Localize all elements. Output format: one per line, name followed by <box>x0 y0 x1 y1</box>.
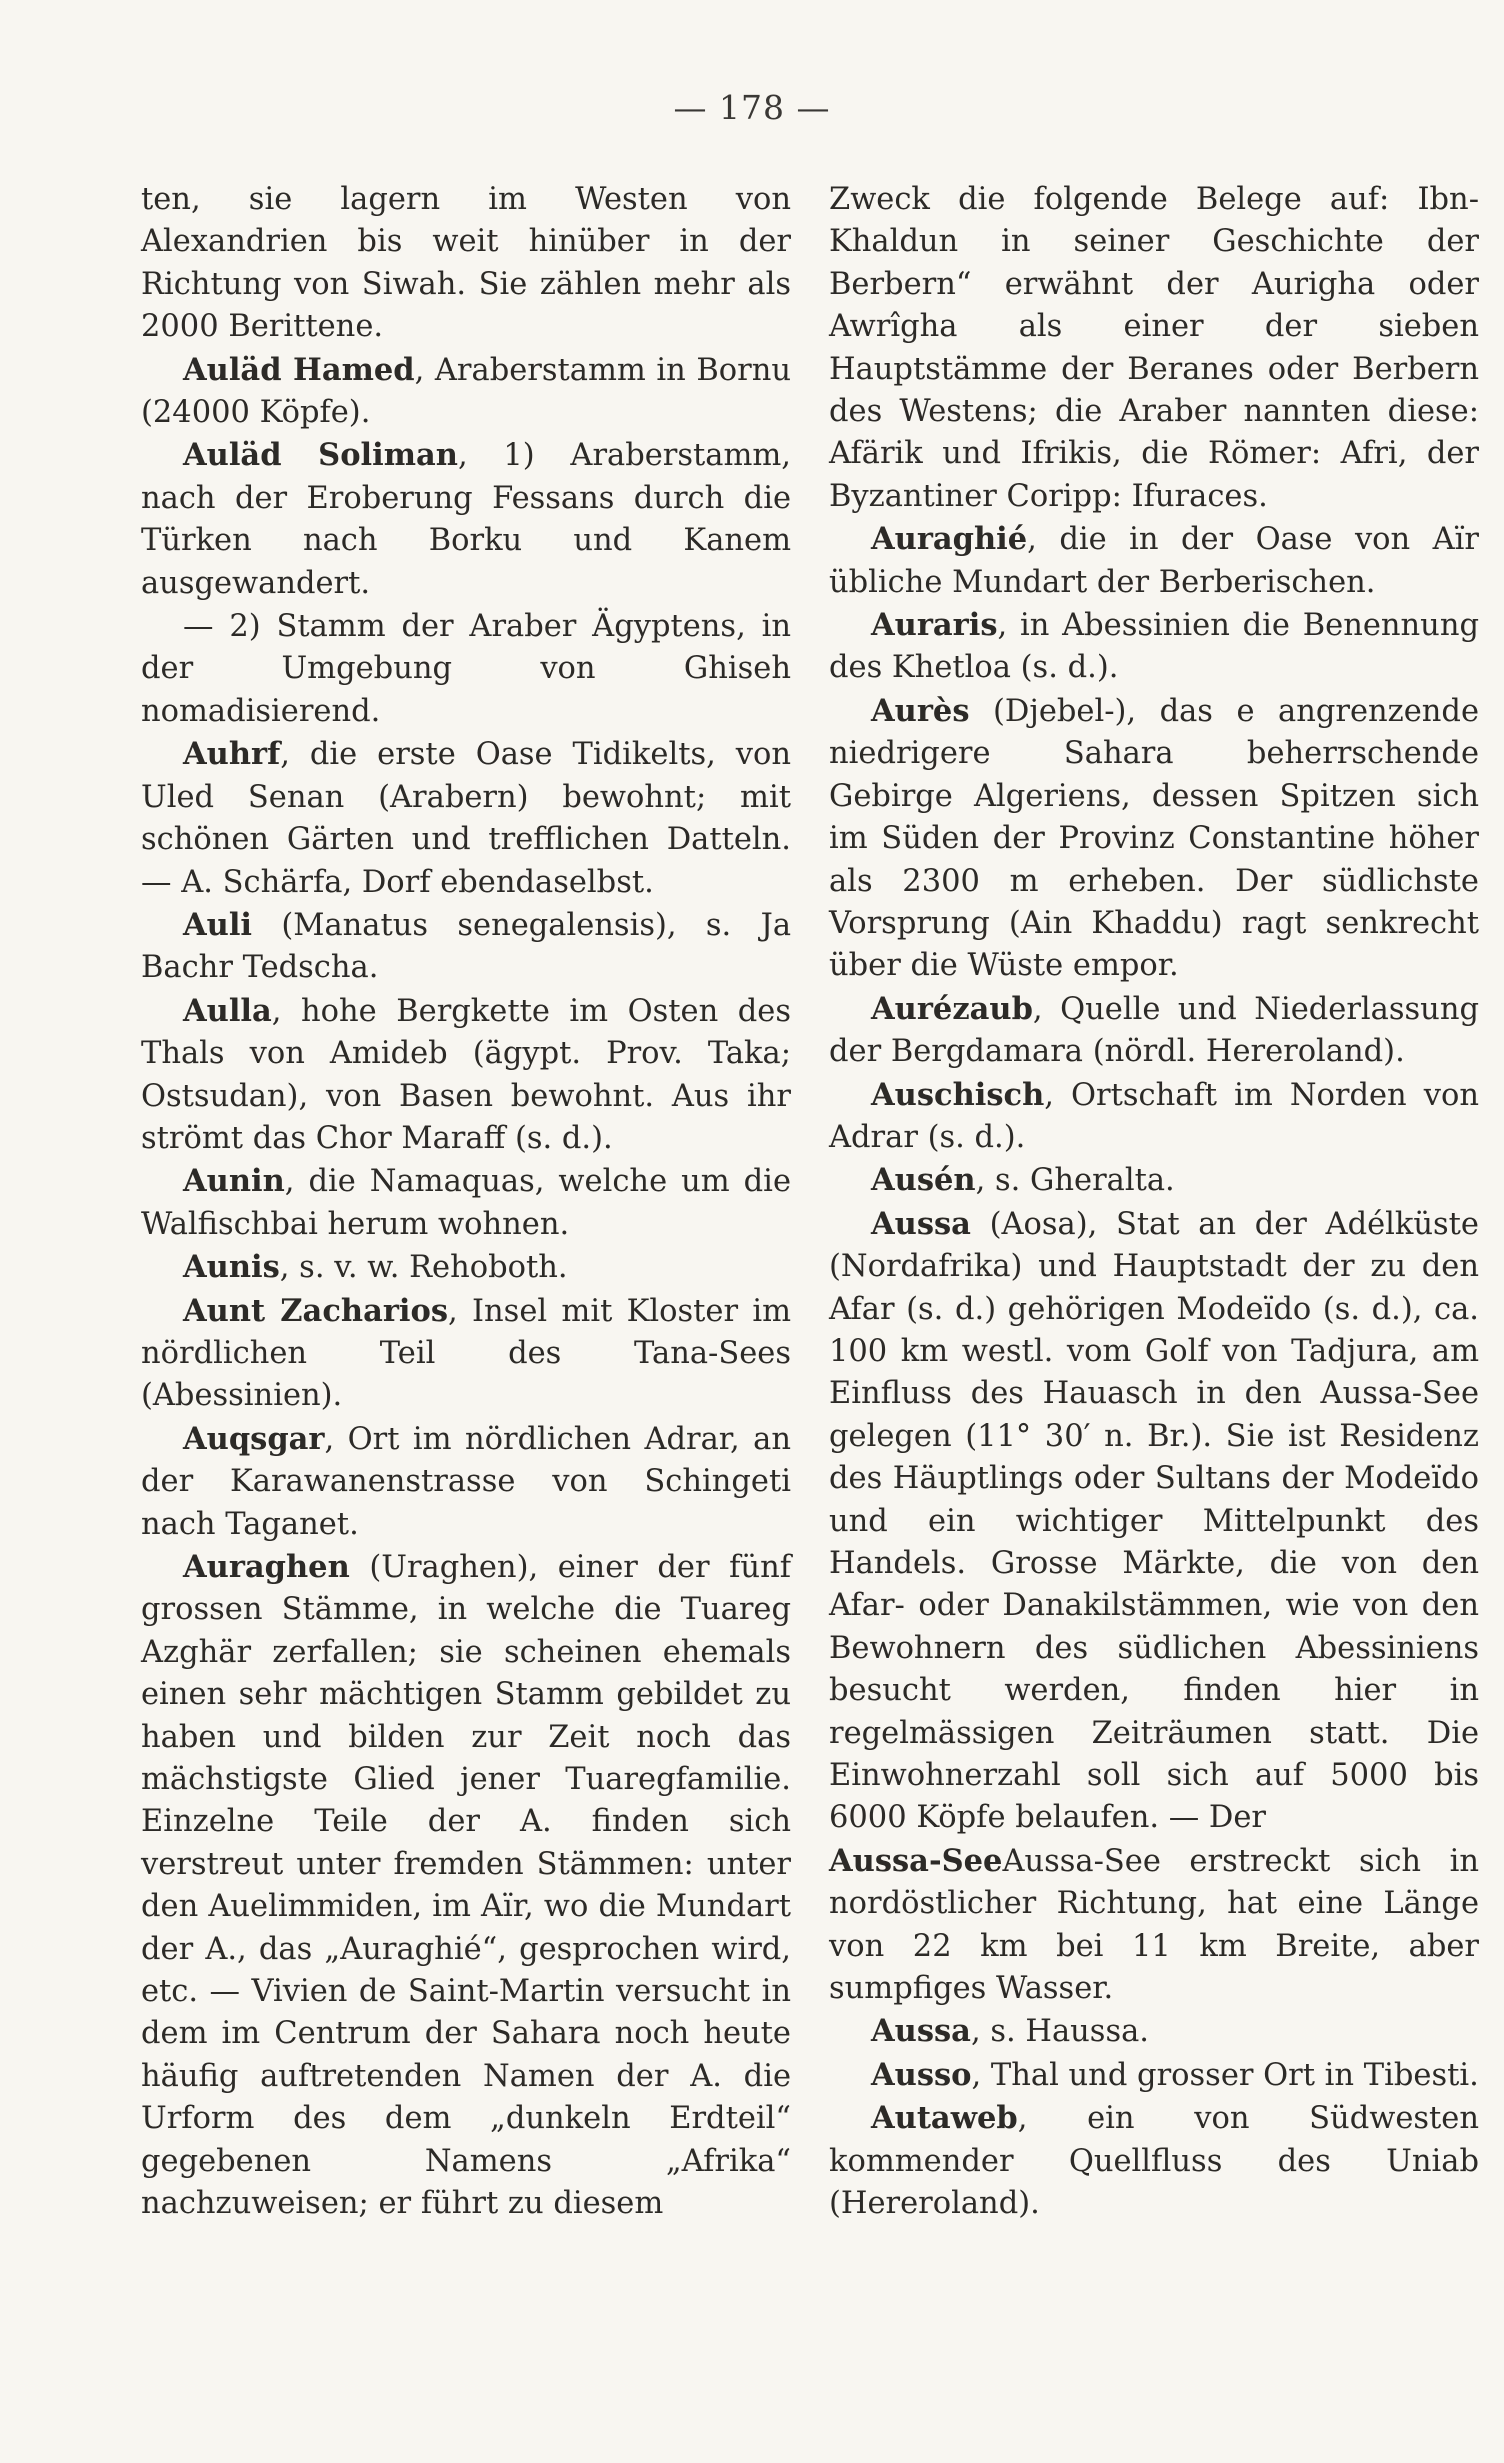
entry-text: Aussa-See erstreckt sich in nordöstlicher Richtung, hat eine Länge von 22 km bei 11 km Breite, aber sumpfiges Wasser. <box>829 1843 1479 2007</box>
entry-headword: Auläd Hamed <box>183 351 415 388</box>
entry <box>829 178 1479 518</box>
entry <box>829 1840 1479 2011</box>
entry-text: , 1) Araberstamm, nach der Eroberung Fessans durch die Türken nach Borku und Kanem ausgewandert. <box>141 438 791 601</box>
entry <box>141 349 791 435</box>
entry <box>829 690 1479 988</box>
entry <box>141 1418 791 1546</box>
entry <box>141 178 791 349</box>
entry-headword: Auhrf <box>183 736 281 773</box>
entry <box>829 2054 1479 2097</box>
entry-text: , Quelle und Niederlassung der Bergdamara (nördl. Hereroland). <box>829 991 1479 1070</box>
entry <box>829 1159 1479 1202</box>
entry-text: , Insel mit Kloster im nördlichen Teil des Tana-Sees (Abessinien). <box>141 1293 791 1414</box>
entry-text: (Manatus senegalensis), s. Ja Bachr Tedscha. <box>141 907 791 986</box>
entry <box>829 2097 1479 2225</box>
entry-headword: Autaweb <box>871 2100 1018 2137</box>
entry-headword: Aulla <box>183 992 272 1029</box>
entry-text: , Araberstamm in Bornu (24000 Köpfe). <box>141 352 792 431</box>
entry-headword: Aurès <box>871 692 970 729</box>
entry-text: , hohe Bergkette im Osten des Thals von Amideb (ägypt. Prov. Taka; Ostsudan), von Basen bewohnt. Aus ihr strömt das Chor Maraff (s. d.). <box>141 993 791 1156</box>
entry-headword: Aussa-See <box>829 1842 1003 1879</box>
entry-text: ten, sie lagern im Westen von Alexandrien bis weit hinüber in der Richtung von Siwah. Sie zählen mehr als 2000 Berittene. <box>141 182 791 345</box>
left-column <box>141 178 791 2226</box>
entry-text: , Ort im nördlichen Adrar, an der Karawanenstrasse von Schingeti nach Taganet. <box>141 1421 791 1542</box>
entry <box>829 2010 1479 2053</box>
entry-text: , die Namaquas, welche um die Walfischbai herum wohnen. <box>141 1164 791 1242</box>
entry-text: , s. Gheralta. <box>975 1163 1175 1199</box>
entry <box>829 604 1479 690</box>
entry-text: — 2) Stamm der Araber Ägyptens, in der Umgebung von Ghiseh nomadisierend. <box>141 609 791 729</box>
entry-headword: Auläd Soliman <box>183 437 458 474</box>
entry <box>829 1203 1479 1840</box>
entry <box>829 1074 1479 1160</box>
entry <box>141 1246 791 1289</box>
entry-text: , die erste Oase Tidikelts, von Uled Senan (Arabern) bewohnt; mit schönen Gärten und trefflichen Datteln. — A. Schärfa, Dorf ebendaselbst. <box>141 737 791 900</box>
entry-headword: Aunin <box>183 1163 285 1200</box>
entry-text: (Djebel-), das e angrenzende niedrigere Sahara beherrschende Gebirge Algeriens, dessen Spitzen sich im Süden der Provinz Constantine höher als 2300 m erheben. Der südlichste Vorsprung (Ain Khaddu) ragt senkrecht über die Wüste empor. <box>829 693 1479 984</box>
entry-headword: Auschisch <box>871 1076 1045 1113</box>
entry <box>829 988 1479 1074</box>
entry-text: , s. Haussa. <box>970 2014 1149 2050</box>
entry <box>141 733 791 904</box>
page-number: — 178 — <box>673 88 831 127</box>
entry <box>141 434 791 605</box>
right-column <box>829 178 1479 2226</box>
entry <box>141 904 791 990</box>
entry-text: , die in der Oase von Aïr übliche Mundart der Berberischen. <box>829 522 1479 600</box>
entry-headword: Ausén <box>871 1162 976 1199</box>
entry <box>141 1160 791 1246</box>
entry-text: , ein von Südwesten kommender Quellfluss des Uniab (Hereroland). <box>829 2101 1479 2222</box>
entry <box>141 1546 791 2226</box>
entry-headword: Aussa <box>871 1205 971 1242</box>
entry <box>141 1290 791 1418</box>
entry-text: (Uraghen), einer der fünf grossen Stämme, in welche die Tuareg Azghär zerfallen; sie scheinen ehemals einen sehr mächtigen Stamm gebildet zu haben und bilden zur Zeit noch das mächstigste Glied jener Tuaregfamilie. Einzelne Teile der A. finden sich verstreut unter fremden Stämmen: unter den Auelimmiden, im Aïr, wo die Mundart der A., das „Auraghié“, gesprochen wird, etc. — Vivien de Saint-Martin versucht in dem im Centrum der Sahara noch heute häufig auftretenden Namen der A. die Urform des dem „dunkeln Erdteil“ gegebenen Namens „Afrika“ nachzuweisen; er führt zu diesem <box>141 1550 791 2222</box>
entry-text: , Ortschaft im Norden von Adrar (s. d.). <box>829 1077 1479 1155</box>
entry-headword: Auraghen <box>183 1549 350 1585</box>
entry-headword: Auqsgar <box>183 1420 325 1457</box>
entry <box>141 605 791 733</box>
entry-headword: Aurézaub <box>871 990 1033 1027</box>
entry-text: , s. v. w. Rehoboth. <box>279 1250 568 1286</box>
entry-headword: Auraghié <box>871 521 1028 558</box>
entry <box>141 990 791 1161</box>
entry <box>829 518 1479 604</box>
entry-headword: Aunis <box>183 1249 280 1286</box>
entry-text: , in Abessinien die Benennung des Khetloa (s. d.). <box>829 608 1479 686</box>
entry-text: Zweck die folgende Belege auf: Ibn-Khaldun in seiner Geschichte der Berbern“ erwähnt der Aurigha oder Awrîgha als einer der sieben Hauptstämme der Beranes oder Berbern des Westens; die Araber nannten diese: Afärik und Ifrikis, die Römer: Afri, der Byzantiner Coripp: Ifuraces. <box>829 182 1479 514</box>
entry-headword: Aunt Zacharios <box>183 1292 449 1329</box>
entry-text: (Aosa), Stat an der Adélküste (Nordafrika) und Hauptstadt der zu den Afar (s. d.) gehörigen Modeïdo (s. d.), ca. 100 km westl. vom Golf von Tadjura, am Einfluss des Hauasch in den Aussa-See gelegen (11° 30′ n. Br.). Sie ist Residenz des Häuptlings oder Sultans der Modeïdo und ein wichtiger Mittelpunkt des Handels. Grosse Märkte, die von den Afar- oder Danakilstämmen, wie von den Bewohnern des südlichen Abessiniens besucht werden, finden hier in regelmässigen Zeiträumen statt. Die Einwohnerzahl soll sich auf 5000 bis 6000 Köpfe belaufen. — Der <box>829 1206 1479 1836</box>
entry-headword: Ausso <box>871 2056 972 2093</box>
entry-headword: Aussa <box>871 2013 971 2050</box>
entry-text: , Thal und grosser Ort in Tibesti. <box>971 2057 1479 2093</box>
entry-headword: Auli <box>183 906 253 943</box>
entry-headword: Auraris <box>871 607 998 644</box>
